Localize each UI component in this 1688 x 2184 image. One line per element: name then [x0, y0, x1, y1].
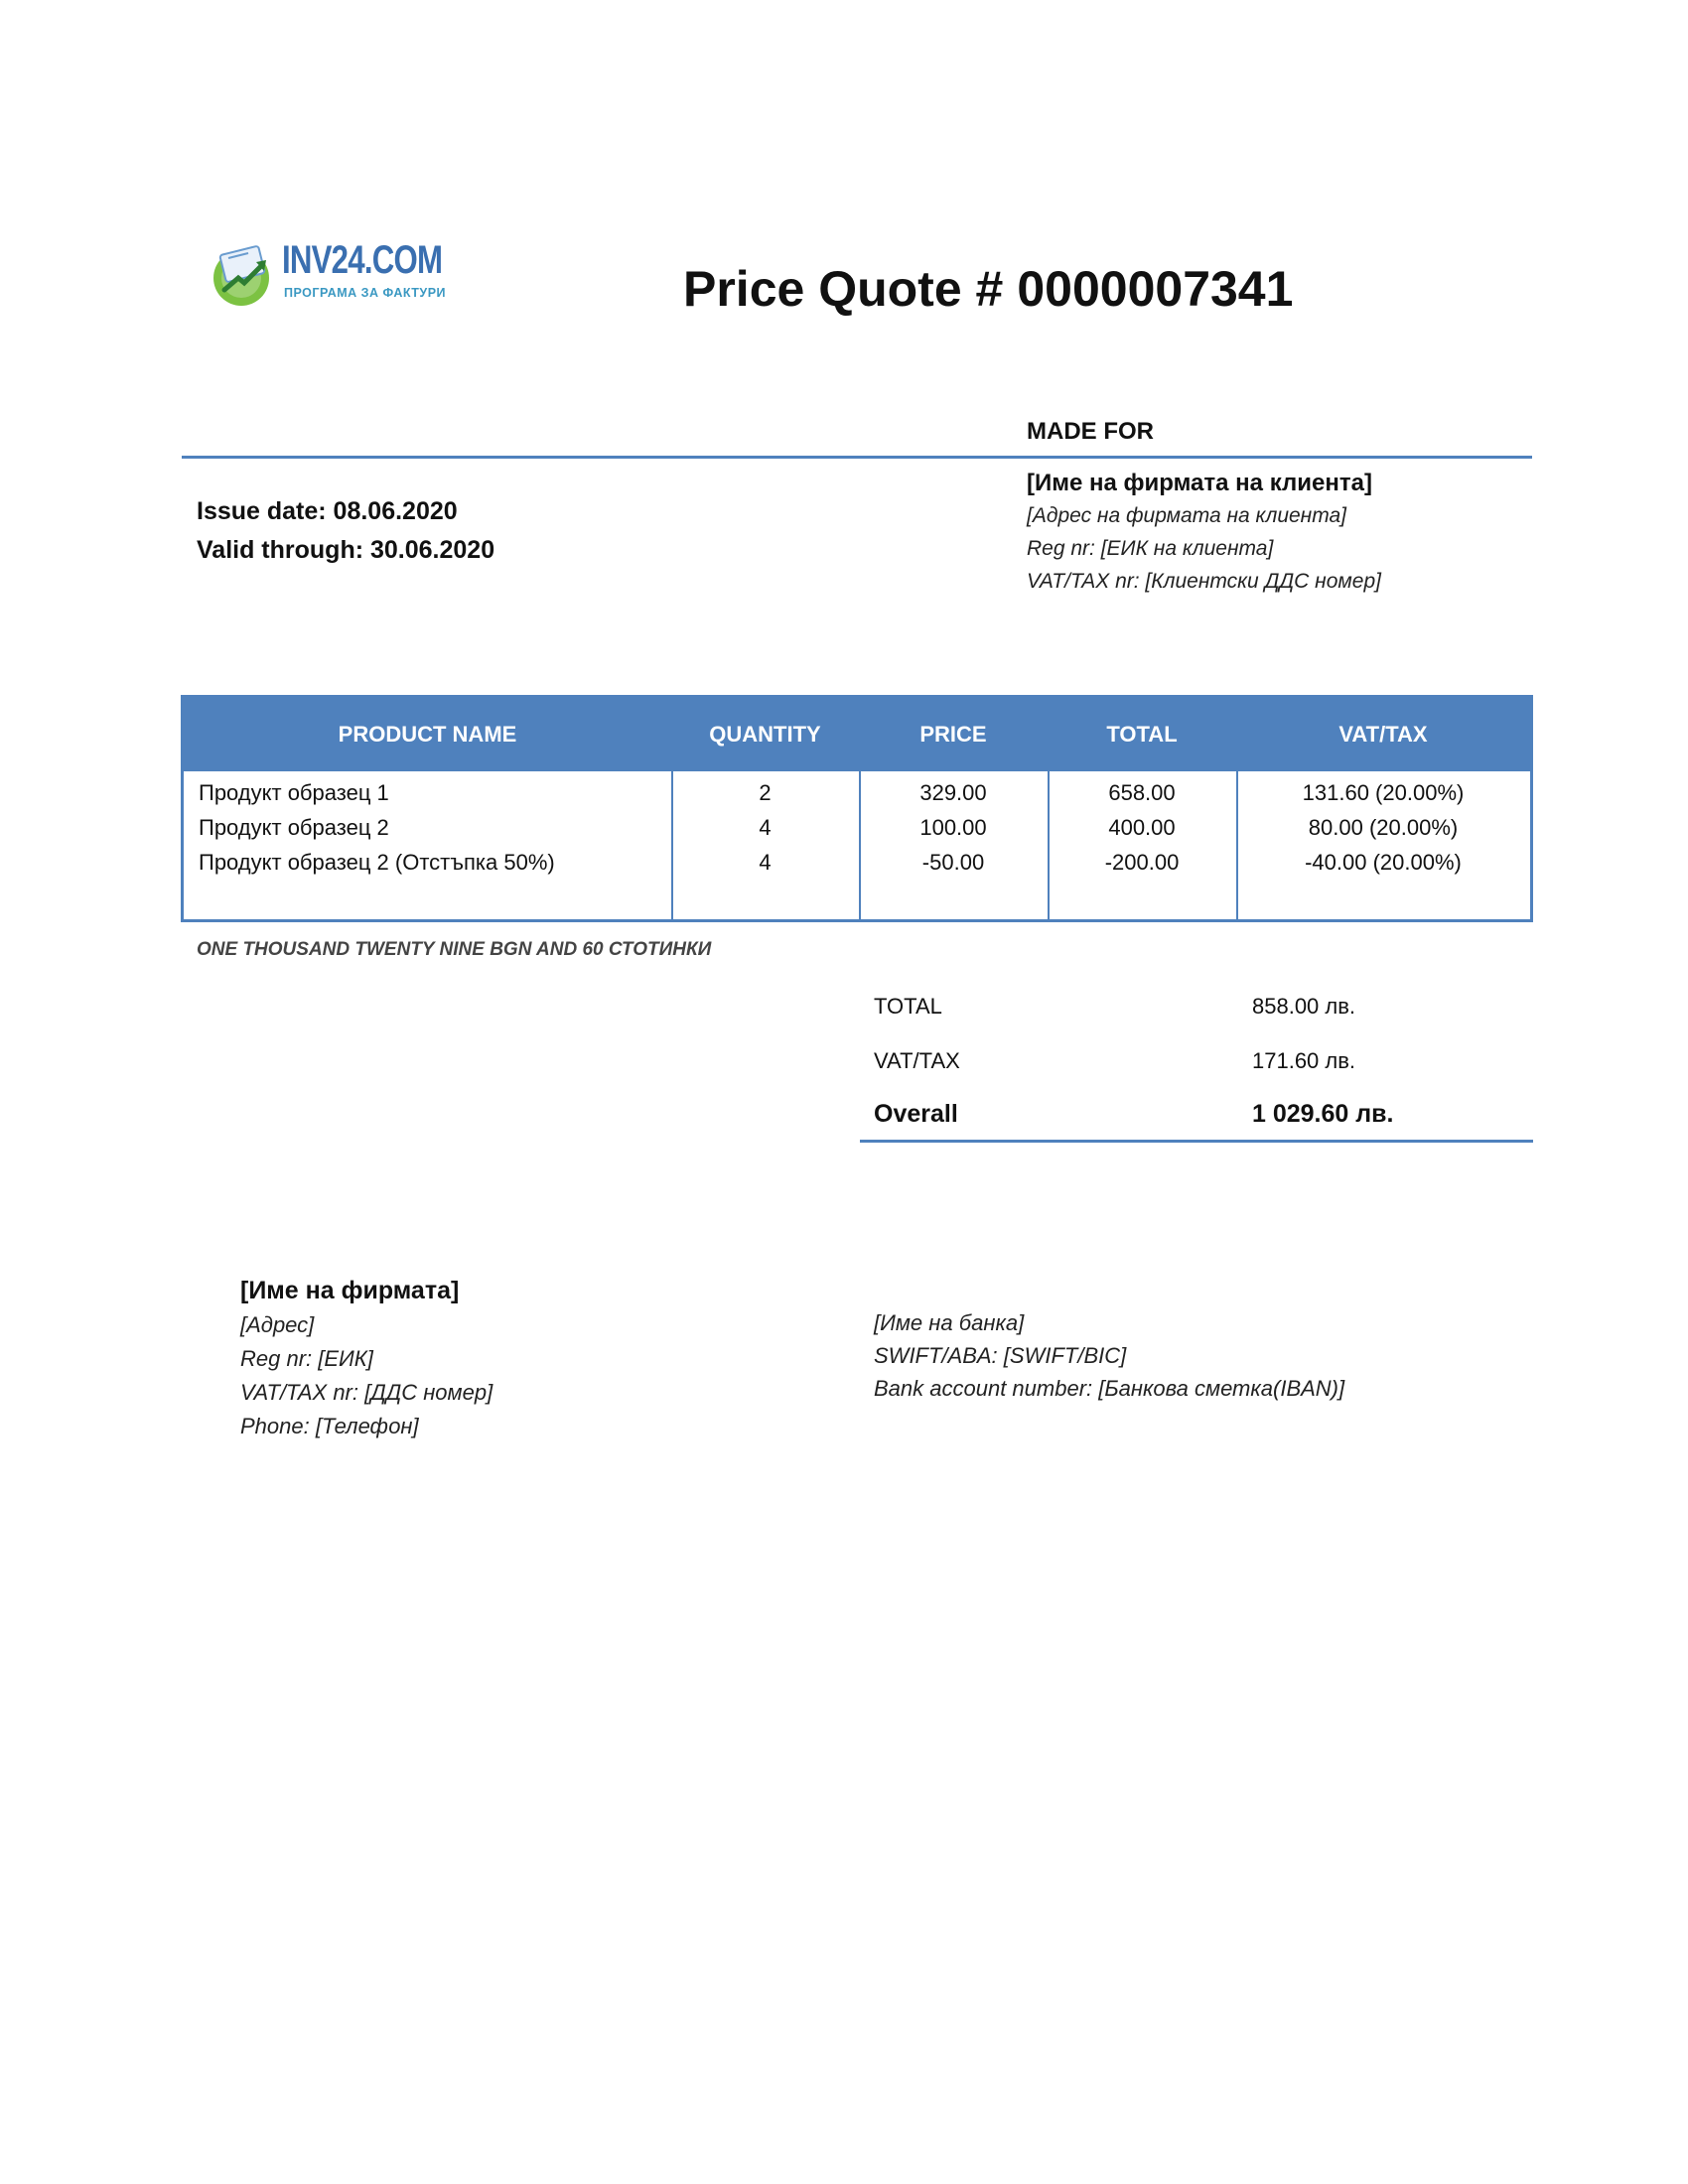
- summary-total-label: TOTAL: [874, 994, 942, 1019]
- footer-company-vat: VAT/TAX nr: [ДДС номер]: [240, 1380, 493, 1405]
- table-row-1-total: 658.00: [1108, 780, 1176, 805]
- column-divider: [1048, 698, 1050, 919]
- table-row-3-vat: -40.00 (20.00%): [1305, 850, 1462, 875]
- summary-overall-value: 1 029.60 лв.: [1252, 1100, 1394, 1128]
- table-row-2-vat: 80.00 (20.00%): [1308, 815, 1459, 840]
- table-row-2-product: Продукт образец 2: [199, 815, 389, 840]
- header-quantity: QUANTITY: [709, 722, 821, 747]
- table-row-2-quantity: 4: [759, 815, 772, 840]
- header-price: PRICE: [919, 722, 987, 747]
- footer-company-reg: Reg nr: [ЕИК]: [240, 1346, 373, 1371]
- table-row-1-vat: 131.60 (20.00%): [1302, 780, 1465, 805]
- client-vat: VAT/TAX nr: [Клиентски ДДС номер]: [1027, 570, 1381, 593]
- client-name: [Име на фирмата на клиента]: [1027, 470, 1372, 496]
- table-row-1-quantity: 2: [759, 780, 772, 805]
- client-address: [Адрес на фирмата на клиента]: [1027, 504, 1347, 527]
- title-label: Price Quote #: [683, 261, 1004, 317]
- table-row-2-total: 400.00: [1108, 815, 1176, 840]
- footer-company-address: [Адрес]: [240, 1312, 315, 1337]
- table-row-3-quantity: 4: [759, 850, 772, 875]
- issue-date: Issue date: 08.06.2020: [197, 497, 458, 525]
- company-logo: [209, 236, 447, 314]
- header-product-name: PRODUCT NAME: [338, 722, 517, 747]
- logo-name: INV24.COM: [282, 238, 443, 282]
- summary-total-value: 858.00 лв.: [1252, 994, 1356, 1019]
- quote-number: 0000007341: [1017, 261, 1294, 317]
- footer-bank-swift: SWIFT/ABA: [SWIFT/BIC]: [874, 1343, 1127, 1368]
- table-row-3-total: -200.00: [1104, 850, 1180, 875]
- summary-divider: [860, 1140, 1533, 1143]
- column-divider: [859, 698, 861, 919]
- valid-through-date: Valid through: 30.06.2020: [197, 536, 495, 564]
- summary-overall-label: Overall: [874, 1100, 958, 1128]
- summary-vat-label: VAT/TAX: [874, 1048, 960, 1073]
- client-reg: Reg nr: [ЕИК на клиента]: [1027, 537, 1274, 560]
- column-divider: [671, 698, 673, 919]
- footer-bank-name: [Име на банка]: [874, 1310, 1025, 1335]
- header-divider: [182, 456, 1532, 459]
- summary-vat-value: 171.60 лв.: [1252, 1048, 1356, 1073]
- table-row-3-product: Продукт образец 2 (Отстъпка 50%): [199, 850, 555, 875]
- table-row-3-price: -50.00: [921, 850, 985, 875]
- table-row-1-product: Продукт образец 1: [199, 780, 389, 805]
- items-table: [181, 695, 1533, 922]
- page-title: [683, 260, 1293, 318]
- column-divider: [1236, 698, 1238, 919]
- amount-in-words: ONE THOUSAND TWENTY NINE BGN AND 60 СТОТИНКИ: [197, 939, 712, 960]
- footer-bank-account: Bank account number: [Банкова сметка(IBAN)]: [874, 1376, 1345, 1401]
- made-for-heading: MADE FOR: [1027, 418, 1154, 445]
- logo-subtitle: ПРОГРАМА ЗА ФАКТУРИ: [284, 286, 447, 300]
- invoice-growth-logo-icon: [209, 240, 278, 310]
- footer-company-name: [Име на фирмата]: [240, 1277, 460, 1304]
- header-total: TOTAL: [1106, 722, 1178, 747]
- table-header: [184, 698, 1530, 771]
- table-row-1-price: 329.00: [919, 780, 987, 805]
- table-row-2-price: 100.00: [919, 815, 987, 840]
- footer-company-phone: Phone: [Телефон]: [240, 1414, 419, 1438]
- header-vat: VAT/TAX: [1338, 722, 1428, 747]
